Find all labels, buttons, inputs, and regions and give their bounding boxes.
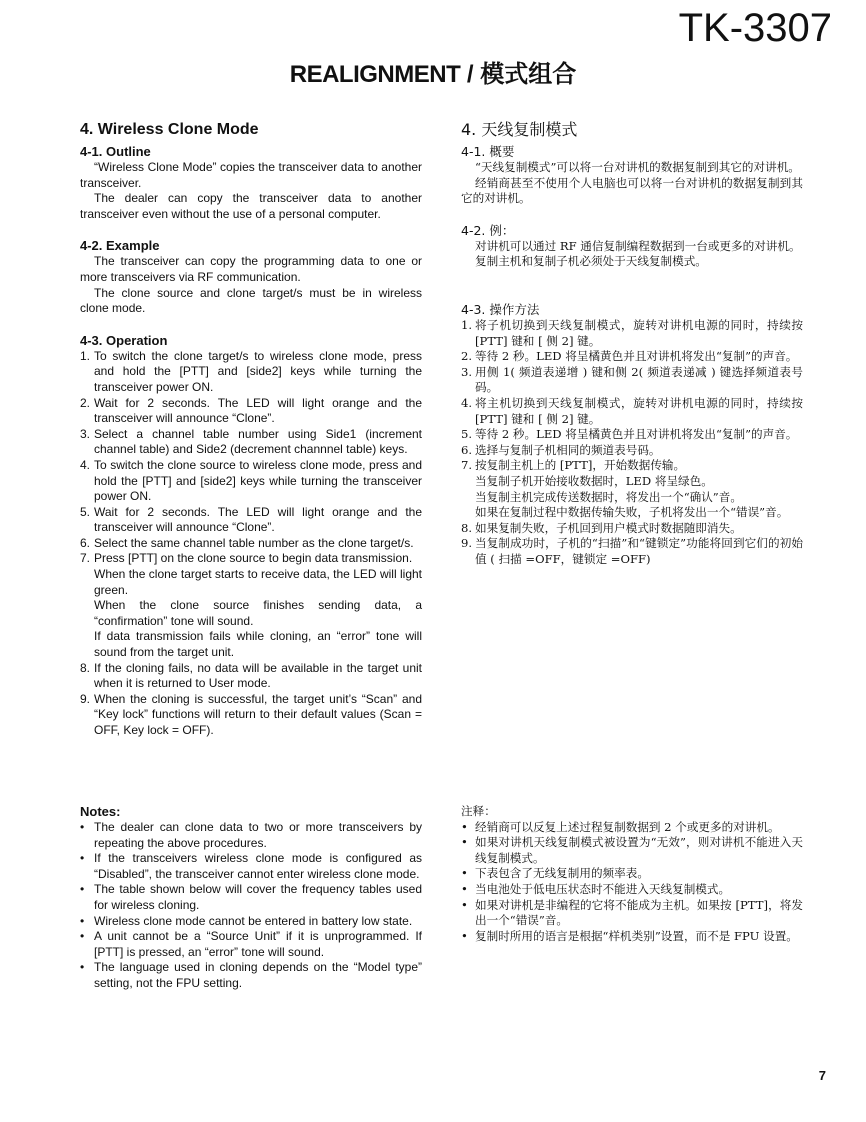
outline-title: 4-1. Outline <box>80 144 151 159</box>
step-item-zh <box>461 536 803 567</box>
step-item <box>80 692 422 739</box>
step-item-zh <box>461 521 803 537</box>
bullet-icon: • <box>80 913 85 928</box>
bullet-icon: • <box>461 819 468 834</box>
step-number: 8. <box>461 520 473 535</box>
note-text: If the transceivers wireless clone mode is configured as “Disabled”, the transceiver cannot enter wireless clone mode. <box>94 851 422 881</box>
note-item <box>80 851 422 882</box>
page-title-en: REALIGNMENT <box>289 61 461 88</box>
outline-section <box>80 144 422 222</box>
operation-steps-zh <box>461 318 803 568</box>
step-text-zh: 将主机切换到天线复制模式，旋转对讲机电源的同时，持续按 [PTT] 键和 [ 侧 2] 键。 <box>475 395 803 426</box>
example-paragraph: The clone source and clone target/s must be in wireless clone mode. <box>80 285 422 316</box>
bullet-icon: • <box>461 928 468 943</box>
step-number: 6. <box>80 535 91 550</box>
bullet-icon: • <box>461 866 468 881</box>
step-item <box>80 661 422 692</box>
step-item-zh <box>461 365 803 396</box>
step-text: If the cloning fails, no data will be available in the target unit when it is returned to User mode. <box>94 660 422 691</box>
step-text-zh: 选择与复制子机相同的频道表号码。 <box>475 442 661 457</box>
example-title: 4-2. Example <box>80 238 160 254</box>
step-number: 4. <box>461 395 473 410</box>
note-text: A unit cannot be a “Source Unit” if it is unprogrammed. If [PTT] is pressed, an “error” tone will sound. <box>94 929 422 959</box>
step-subtext: When the clone source finishes sending data, a “confirmation” tone will sound. <box>94 598 422 628</box>
notes-zh <box>461 804 803 944</box>
note-item-zh <box>461 820 803 836</box>
step-number: 5. <box>80 504 91 519</box>
outline-paragraph: The dealer can copy the transceiver data to another transceiver even without the use of a personal computer. <box>80 191 422 221</box>
notes-en <box>80 804 422 992</box>
bullet-icon: • <box>80 929 85 944</box>
note-item-zh <box>461 866 803 882</box>
note-item-zh <box>461 929 803 945</box>
step-item-zh <box>461 396 803 427</box>
example-paragraph: The transceiver can copy the programming data to one or more transceivers via RF communication. <box>80 254 422 284</box>
step-text: When the cloning is successful, the target unit’s “Scan” and “Key lock” functions will return to their default values (Scan = OFF, Key lock = OFF). <box>94 691 422 737</box>
page-title-zh: 模式组合 <box>480 60 577 88</box>
step-text: Press [PTT] on the clone source to begin data transmission. <box>94 551 413 566</box>
step-number: 3. <box>80 426 91 441</box>
step-item-zh <box>461 458 803 520</box>
step-text-zh: 等待 2 秒。LED 将呈橘黄色并且对讲机将发出“复制”的声音。 <box>475 349 798 364</box>
chinese-column <box>461 120 803 567</box>
step-subtext: If data transmission fails while cloning, an “error” tone will sound from the target unit. <box>94 629 422 660</box>
step-text: Wait for 2 seconds. The LED will light orange and the transceiver will announce “Clone”. <box>94 395 422 426</box>
step-item <box>80 427 422 458</box>
section-heading: 4. Wireless Clone Mode <box>80 121 259 138</box>
step-number: 3. <box>461 364 473 379</box>
bullet-icon: • <box>461 897 468 912</box>
note-text-zh: 复制时所用的语言是根据“样机类别”设置，而不是 FPU 设置。 <box>475 928 798 943</box>
bullet-icon: • <box>80 960 85 975</box>
note-text: The language used in cloning depends on the “Model type” setting, not the FPU setting. <box>94 960 422 990</box>
operation-steps <box>80 349 422 739</box>
step-text: Select a channel table number using Side1 (increment channel table) and Side2 (decrement channnel table) keys. <box>94 426 422 457</box>
note-text-zh: 如果对讲机是非编程的它将不能成为主机。如果按 [PTT]，将发出一个“错误”音。 <box>475 897 803 928</box>
step-number: 7. <box>80 551 91 566</box>
note-item <box>80 914 422 930</box>
step-text-zh: 当复制成功时，子机的“扫描”和“键锁定”功能将回到它们的初始值 ( 扫描 =OFF，键锁定 =OFF) <box>475 536 803 566</box>
note-text: The table shown below will cover the frequency tables used for wireless cloning. <box>94 882 422 912</box>
step-item <box>80 458 422 505</box>
section-heading-zh: 4. 天线复制模式 <box>461 120 578 139</box>
step-item-zh <box>461 318 803 349</box>
page-title <box>0 54 866 89</box>
operation-title-zh: 4-3. 操作方法 <box>461 301 540 317</box>
step-text: Wait for 2 seconds. The LED will light orange and the transceiver will announce “Clone”. <box>94 504 422 535</box>
note-item <box>80 820 422 851</box>
step-subtext: When the clone target starts to receive data, the LED will light green. <box>94 567 422 597</box>
bullet-icon: • <box>80 851 85 866</box>
step-number: 4. <box>80 457 91 472</box>
step-subtext-zh: 当复制子机开始接收数据时，LED 将呈绿色。 <box>475 473 713 488</box>
note-item-zh <box>461 882 803 898</box>
bullet-icon: • <box>461 835 468 850</box>
outline-paragraph-zh: 经销商甚至不使用个人电脑也可以将一台对讲机的数据复制到其它的对讲机。 <box>461 175 803 206</box>
notes-title: Notes: <box>80 804 121 819</box>
step-text-zh: 等待 2 秒。LED 将呈橘黄色并且对讲机将发出“复制”的声音。 <box>475 427 798 442</box>
outline-paragraph: “Wireless Clone Mode” copies the transceiver data to another transceiver. <box>80 160 422 190</box>
notes-list-zh <box>461 820 803 945</box>
notes-title-zh: 注释： <box>461 804 496 818</box>
step-item <box>80 551 422 660</box>
title-separator: / <box>460 61 481 88</box>
note-text: Wireless clone mode cannot be entered in battery low state. <box>94 913 413 928</box>
step-item <box>80 349 422 396</box>
step-number: 6. <box>461 442 473 457</box>
notes-list <box>80 820 422 992</box>
note-item <box>80 960 422 991</box>
step-number: 2. <box>80 395 91 410</box>
bullet-icon: • <box>80 882 85 897</box>
operation-section-zh <box>461 302 803 568</box>
step-number: 1. <box>461 317 473 332</box>
example-section <box>80 238 422 316</box>
example-paragraph-zh: 对讲机可以通过 RF 通信复制编程数据到一台或更多的对讲机。 <box>475 238 801 253</box>
english-column <box>80 120 422 739</box>
example-section-zh <box>461 223 803 270</box>
step-text: To switch the clone source to wireless clone mode, press and hold the [PTT] and [side2] keys while turning the transceiver power ON. <box>94 457 422 504</box>
step-number: 9. <box>461 536 473 551</box>
step-item-zh <box>461 443 803 459</box>
step-item <box>80 536 422 552</box>
step-item-zh <box>461 349 803 365</box>
operation-title: 4-3. Operation <box>80 332 168 348</box>
step-text-zh: 如果复制失败，子机回到用户模式时数据随即消失。 <box>475 520 742 535</box>
step-number: 2. <box>461 349 473 364</box>
step-number: 5. <box>461 427 473 442</box>
operation-section <box>80 333 422 739</box>
model-number: TK-3307 <box>678 6 832 50</box>
step-subtext-zh: 如果在复制过程中数据传输失败，子机将发出一个“错误”音。 <box>475 505 789 520</box>
example-title-zh: 4-2. 例： <box>461 222 515 238</box>
bullet-icon: • <box>461 881 468 896</box>
outline-section-zh <box>461 144 803 207</box>
page-number: 7 <box>818 1068 826 1083</box>
step-item-zh <box>461 427 803 443</box>
note-text-zh: 下表包含了无线复制用的频率表。 <box>475 866 649 881</box>
note-item-zh <box>461 835 803 866</box>
outline-paragraph-zh: “天线复制模式”可以将一台对讲机的数据复制到其它的对讲机。 <box>475 160 800 174</box>
note-text-zh: 如果对讲机天线复制模式被设置为“无效”，则对讲机不能进入天线复制模式。 <box>475 835 803 865</box>
step-text-zh: 按复制主机上的 [PTT]，开始数据传输。 <box>475 458 686 473</box>
note-item <box>80 882 422 913</box>
step-number: 9. <box>80 691 91 706</box>
step-item <box>80 505 422 536</box>
note-item-zh <box>461 898 803 929</box>
step-number: 8. <box>80 660 91 675</box>
step-number: 7. <box>461 458 473 473</box>
step-text: Select the same channel table number as the clone target/s. <box>94 535 414 550</box>
example-paragraph-zh: 复制主机和复制子机必须处于天线复制模式。 <box>475 254 707 269</box>
outline-title-zh: 4-1. 概要 <box>461 144 515 159</box>
step-text-zh: 将子机切换到天线复制模式，旋转对讲机电源的同时，持续按 [PTT] 键和 [ 侧 2] 键。 <box>475 317 803 348</box>
step-subtext-zh: 当复制主机完成传送数据时，将发出一个“确认”音。 <box>475 489 742 504</box>
step-text: To switch the clone target/s to wireless clone mode, press and hold the [PTT] and [side2] keys while turning the transceiver power ON. <box>94 348 422 394</box>
note-text-zh: 当电池处于低电压状态时不能进入天线复制模式。 <box>475 881 731 896</box>
note-text: The dealer can clone data to two or more transceivers by repeating the above procedures. <box>94 820 422 850</box>
note-item <box>80 929 422 960</box>
step-item <box>80 396 422 427</box>
note-text-zh: 经销商可以反复上述过程复制数据到 2 个或更多的对讲机。 <box>475 819 780 834</box>
bullet-icon: • <box>80 820 85 834</box>
step-number: 1. <box>80 348 91 363</box>
step-text-zh: 用侧 1( 频道表递增 ) 键和侧 2( 频道表递减 ) 键选择频道表号码。 <box>475 364 803 395</box>
